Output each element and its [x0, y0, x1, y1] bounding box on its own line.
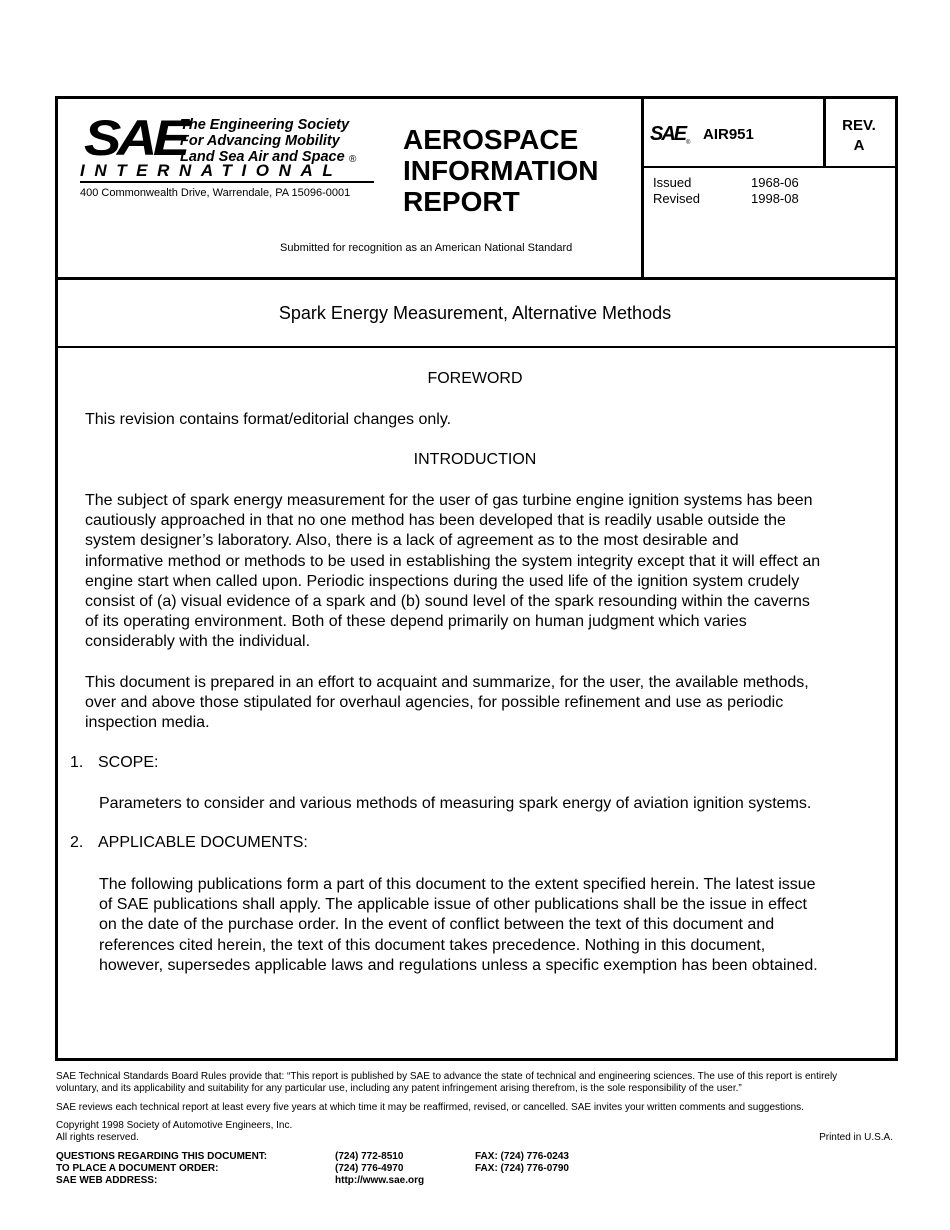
contact-label: QUESTIONS REGARDING THIS DOCUMENT:	[56, 1151, 268, 1162]
contact-phones	[335, 1151, 424, 1187]
registered-mark-small: ®	[686, 140, 691, 146]
sae-small-logo: SAE	[650, 123, 686, 145]
paragraph-line: The subject of spark energy measurement for the user of gas turbine engine ignition systems has been	[85, 492, 813, 509]
introduction-paragraph-1	[85, 491, 820, 653]
printed-in: Printed in U.S.A.	[819, 1132, 893, 1143]
revised-label: Revised	[653, 191, 700, 206]
review-notice: SAE reviews each technical report at least every five years at which time it may be reaffirmed, revised, or cancelled. SAE invites your written comments and suggestions.	[56, 1102, 804, 1113]
footer-line: voluntary, and its applicability and suitability for any particular use, including any patent infringement arising therefrom, is the sole responsibility of the user.”	[56, 1082, 742, 1094]
paragraph-line: system designer’s laboratory. Also, there is a lack of agreement as to the most desirable and	[85, 532, 739, 550]
sae-logo: SAE	[84, 110, 186, 166]
rights-text: All rights reserved.	[56, 1131, 139, 1143]
paragraph-line: This document is prepared in an effort to acquaint and summarize, for the user, the available methods,	[85, 674, 809, 691]
section-1-heading	[70, 754, 158, 772]
paragraph-line: inspection media.	[85, 714, 210, 732]
sae-address: 400 Commonwealth Drive, Warrendale, PA 15096-0001	[80, 187, 351, 199]
paragraph-line: over and above those stipulated for overhaul agencies, for possible refinement and use as periodic	[85, 694, 784, 712]
paragraph-line: references cited herein, the text of this document takes precedence. Nothing in this document,	[99, 936, 766, 954]
revised-date: 1998-08	[751, 191, 799, 206]
ansi-submission-note: Submitted for recognition as an American National Standard	[280, 242, 573, 254]
tagline-line: Land Sea Air and Space	[180, 149, 345, 165]
scope-text: Parameters to consider and various methods of measuring spark energy of aviation ignition systems.	[99, 795, 812, 812]
contact-label: SAE WEB ADDRESS:	[56, 1175, 158, 1186]
sae-tagline	[180, 117, 349, 165]
document-title: Spark Energy Measurement, Alternative Methods	[278, 303, 672, 323]
revision-box	[826, 116, 892, 156]
logo-underline	[80, 181, 374, 183]
contact-phone: (724) 772-8510	[335, 1151, 404, 1162]
document-dates	[653, 175, 799, 207]
paragraph-line: cautiously approached in that no one method has been developed that is readily usable outside the	[85, 512, 786, 530]
revision-label: REV.	[842, 117, 876, 134]
standards-board-rules	[56, 1071, 837, 1094]
paragraph-line: on the date of the purchase order. In the event of conflict between the text of this document and	[99, 916, 775, 934]
document-number: AIR951	[703, 126, 754, 143]
section-2-heading	[70, 834, 308, 852]
copyright-block	[56, 1120, 292, 1143]
contact-faxes	[475, 1151, 569, 1175]
paragraph-line: The following publications form a part of this document to the extent specified herein. The latest issue	[99, 876, 816, 893]
contact-labels	[56, 1151, 267, 1187]
tagline-line: For Advancing Mobility	[180, 133, 340, 149]
foreword-text: This revision contains format/editorial changes only.	[85, 411, 452, 428]
revision-value: A	[853, 137, 865, 154]
paragraph-line: of SAE publications shall apply. The applicable issue of other publications shall be the issue in effect	[99, 896, 807, 914]
registered-mark: ®	[349, 154, 357, 165]
web-address-link[interactable]: http://www.sae.org	[335, 1175, 425, 1186]
foreword-heading: FOREWORD	[427, 370, 523, 387]
international-wordmark: INTERNATIONAL	[80, 161, 343, 180]
introduction-heading: INTRODUCTION	[413, 451, 537, 468]
paragraph-line: consist of (a) visual evidence of a spark and (b) sound level of the spark resounding within the caverns	[85, 593, 810, 611]
report-type-title	[403, 124, 598, 217]
footer-line: SAE Technical Standards Board Rules provide that: “This report is published by SAE to advance the state of technical and engineering sciences. The use of this report is entirely	[56, 1071, 838, 1082]
contact-fax: FAX: (724) 776-0790	[475, 1163, 569, 1174]
header-divider-vertical	[641, 96, 644, 279]
paragraph-line: considerably with the individual.	[85, 633, 311, 651]
issued-date: 1968-06	[751, 175, 799, 190]
section-title: APPLICABLE DOCUMENTS:	[98, 834, 308, 851]
applicable-documents-paragraph	[99, 875, 818, 976]
introduction-paragraph-2	[85, 673, 809, 734]
section-number: 1.	[70, 754, 84, 771]
report-type-line: INFORMATION	[403, 155, 599, 186]
copyright-text: Copyright 1998 Society of Automotive Engineers, Inc.	[56, 1120, 293, 1131]
issued-label: Issued	[653, 175, 692, 190]
report-type-line: AEROSPACE	[403, 124, 579, 155]
tagline-line: The Engineering Society	[180, 117, 350, 133]
paragraph-line: informative method or methods to be used in establishing the system integrity except that it will effect an	[85, 552, 821, 570]
title-bottom-rule	[55, 346, 895, 348]
header-bottom-rule	[55, 277, 895, 280]
rev-box-bottom-rule	[641, 166, 895, 168]
paragraph-line: engine start when called upon. Periodic inspections during the used life of the ignition system crudely	[85, 572, 800, 590]
contact-phone: (724) 776-4970	[335, 1163, 404, 1174]
section-number: 2.	[70, 834, 84, 851]
contact-fax: FAX: (724) 776-0243	[475, 1151, 569, 1162]
section-title: SCOPE:	[98, 754, 159, 771]
contact-label: TO PLACE A DOCUMENT ORDER:	[56, 1163, 219, 1174]
paragraph-line: however, supersedes applicable laws and regulations unless a specific exemption has been obtained.	[99, 956, 818, 974]
paragraph-line: of its operating environment. Both of these depend primarily on human judgment which varies	[85, 613, 747, 631]
report-type-line: REPORT	[403, 186, 520, 217]
